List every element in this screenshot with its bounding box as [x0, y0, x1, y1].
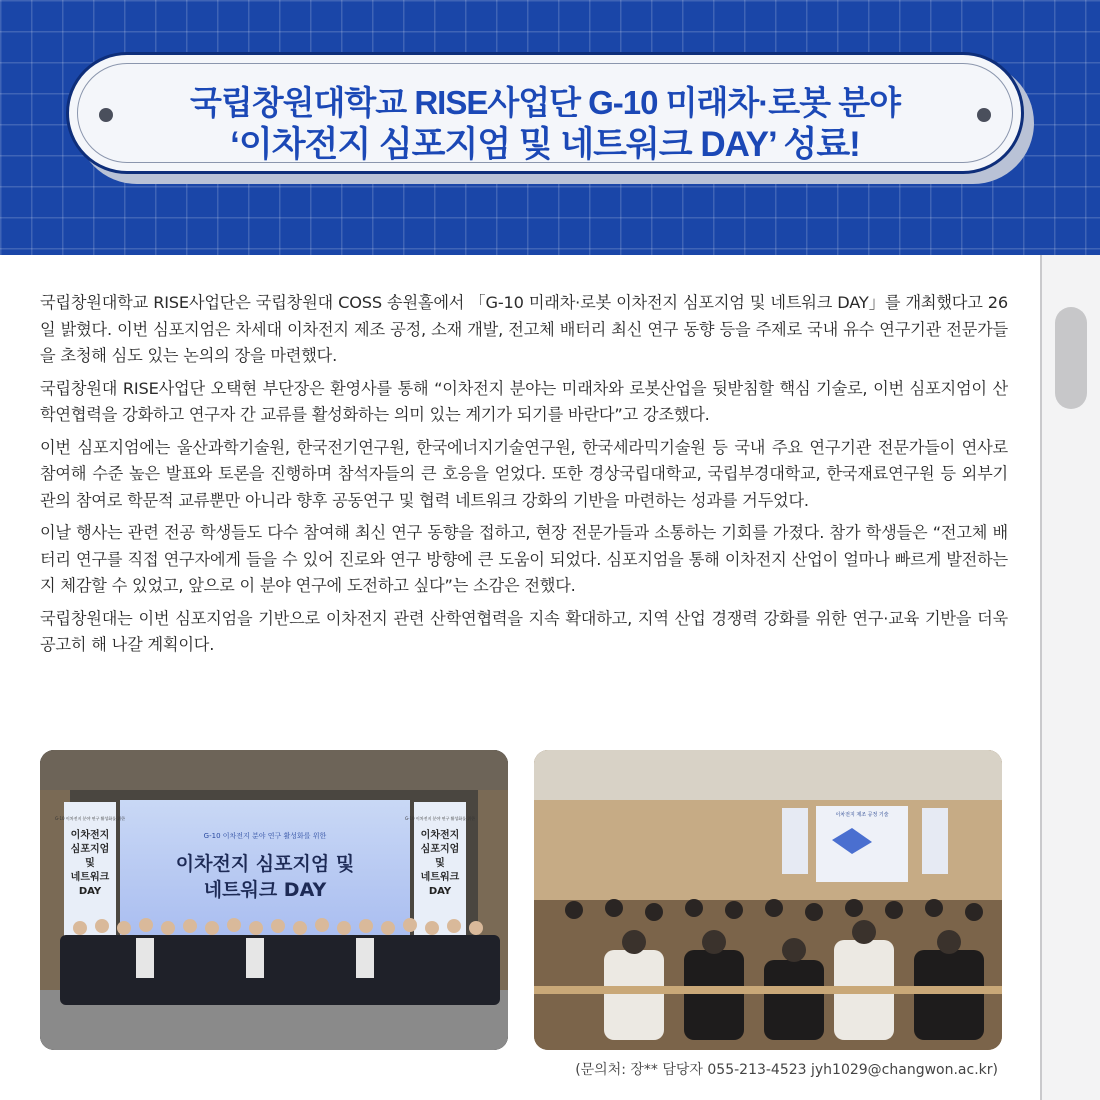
scrollbar-track[interactable]	[1040, 255, 1100, 1100]
article-paragraph-3: 이번 심포지엄에는 울산과학기술원, 한국전기연구원, 한국에너지기술연구원, 한국세라믹기술원 등 국내 주요 연구기관 전문가들이 연사로 참여해 수준 높은 발표와 토론을 진행하며 참석자들의 큰 호응을 얻었다. 또한 경상국립대학교, 국립부경대학교, 한국재료연구원 등 외부기관의 참여로 학문적 교류뿐만 아니라 향후 공동연구 및 협력 네트워크 강화의 기반을 마련하는 성과를 거두었다.	[40, 437, 1008, 510]
left-banner-line-5: DAY	[78, 886, 102, 897]
group-photo	[40, 750, 508, 1050]
left-banner-top: G-10 이차전지 분야 연구 활성화를 위한	[54, 816, 126, 821]
right-banner-line-3: 및	[435, 858, 445, 869]
title-banner	[66, 52, 1024, 174]
article-paragraph-5: 국립창원대는 이번 심포지엄을 기반으로 이차전지 관련 산학연협력을 지속 확대하고, 지역 산업 경쟁력 강화를 위한 연구·교육 기반을 더욱 공고히 해 나갈 계획이다.	[40, 608, 1008, 654]
right-banner-line-1: 이차전지	[420, 830, 460, 841]
left-banner-line-3: 및	[85, 858, 95, 869]
article-paragraph-1: 국립창원대학교 RISE사업단은 국립창원대 COSS 송원홀에서 「G-10 미래차·로봇 이차전지 심포지엄 및 네트워크 DAY」를 개최했다고 26일 밝혔다. 이번 심포지엄은 차세대 이차전지 제조 공정, 소재 개발, 전고체 배터리 최신 연구 동향 등을 주제로 국내 유수 연구기관 전문가들을 초청해 심도 있는 논의의 장을 마련했다.	[40, 293, 1008, 365]
right-banner-line-5: DAY	[428, 886, 452, 897]
header-banner	[0, 0, 1100, 255]
scrollbar-thumb[interactable]	[1055, 307, 1087, 409]
screen-subtitle: G-10 이차전지 분야 연구 활성화를 위한	[203, 832, 327, 840]
left-banner-line-1: 이차전지	[70, 830, 110, 841]
screen-title-line-2: 네트워크 DAY	[203, 879, 327, 901]
right-banner-line-4: 네트워크	[420, 872, 460, 883]
lecture-hall-photo	[534, 750, 1002, 1050]
hall-screen-title: 이차전지 제조 공정 기술	[835, 812, 889, 818]
article-paragraph-2: 국립창원대 RISE사업단 오택현 부단장은 환영사를 통해 “이차전지 분야는 미래차와 로봇산업을 뒷받침할 핵심 기술로, 이번 심포지엄이 산학연협력을 강화하고 연구자 간 교류를 활성화하는 의미 있는 계기가 되기를 바란다”고 강조했다.	[40, 378, 1008, 424]
contact-info: (문의처: 장** 담당자 055-213-4523 jyh1029@changwon.ac.kr)	[575, 1062, 998, 1078]
left-banner-line-2: 심포지엄	[70, 844, 110, 855]
left-banner-line-4: 네트워크	[70, 872, 110, 883]
article-body	[40, 290, 1008, 665]
right-banner-line-2: 심포지엄	[420, 844, 460, 855]
right-banner-top: G-10 이차전지 분야 연구 활성화를 위한	[404, 816, 476, 821]
article-paragraph-4: 이날 행사는 관련 전공 학생들도 다수 참여해 최신 연구 동향을 접하고, 현장 전문가들과 소통하는 기회를 가졌다. 참가 학생들은 “전고체 배터리 연구를 직접 연구자에게 들을 수 있어 진로와 연구 방향에 큰 도움이 되었다. 심포지엄을 통해 이차전지 산업이 얼마나 빠르게 발전하는지 체감할 수 있었고, 앞으로 이 분야 연구에 도전하고 싶다”는 소감은 전했다.	[40, 523, 1008, 595]
page-title-line-1: 국립창원대학교 RISE사업단 G-10 미래차·로봇 분야	[190, 84, 900, 121]
screen-title-line-1: 이차전지 심포지엄 및	[175, 853, 355, 875]
page-title-line-2: ‘이차전지 심포지엄 및 네트워크 DAY’ 성료!	[230, 125, 860, 164]
